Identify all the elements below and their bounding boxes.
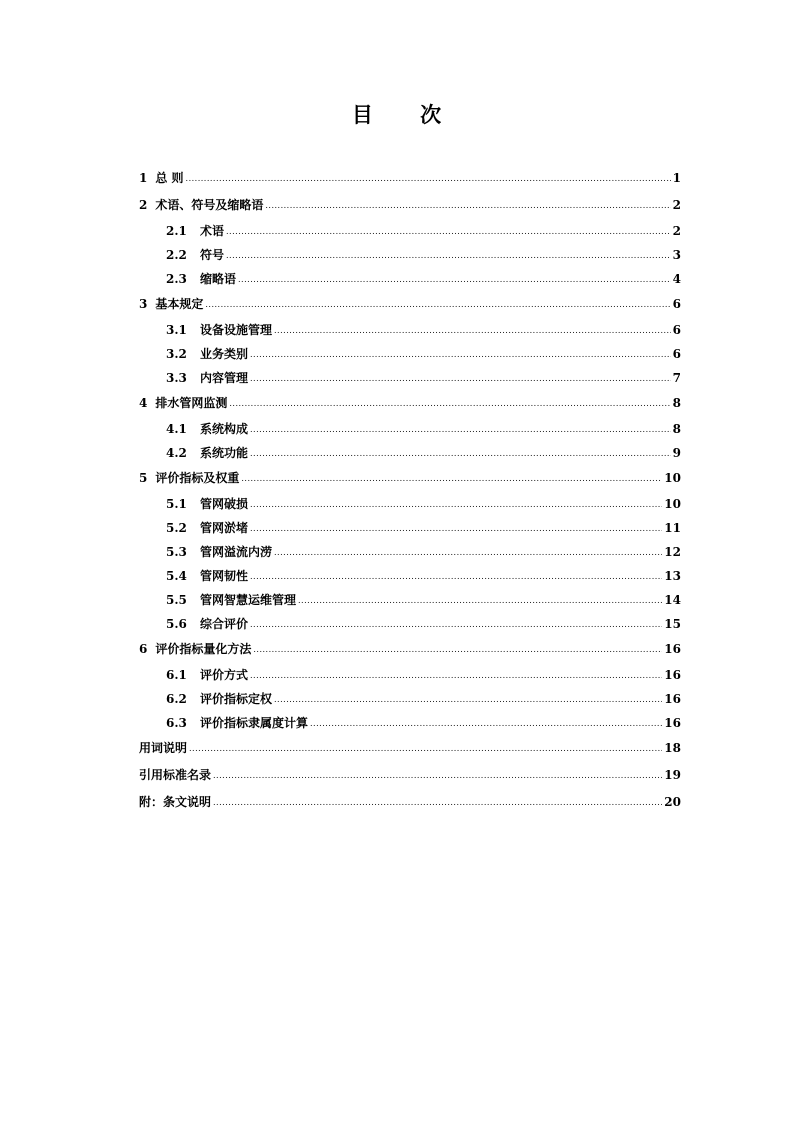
toc-entry-label: 基本规定 (155, 297, 204, 311)
toc-entry-label: 管网淤堵 (200, 521, 249, 535)
toc-entry[interactable] (139, 417, 681, 441)
toc-entry-number: 6.2 (166, 692, 187, 706)
toc-leader-dots (265, 192, 670, 219)
toc-entry-label: 评价指标隶属度计算 (200, 716, 309, 730)
toc-entry-number: 6.1 (166, 668, 187, 682)
toc-leader-dots (250, 343, 671, 367)
toc-entry-number: 2 (139, 198, 148, 212)
toc-entry-page: 1 (672, 171, 681, 185)
toc-entry-label: 管网智慧运维管理 (200, 593, 297, 607)
toc-entry[interactable] (139, 762, 681, 789)
toc-entry-page: 10 (664, 497, 681, 511)
toc-leader-dots (250, 664, 662, 688)
toc-entry-page: 16 (664, 642, 681, 656)
toc-entry-page: 8 (672, 422, 681, 436)
toc-entry[interactable] (139, 588, 681, 612)
toc-leader-dots (250, 493, 662, 517)
toc-entry-page: 18 (664, 741, 681, 755)
toc-leader-dots (238, 268, 671, 292)
toc-leader-dots (250, 367, 671, 391)
toc-entry-page: 16 (664, 668, 681, 682)
page-title: 目 次 (351, 102, 462, 127)
toc-entry[interactable] (139, 243, 681, 267)
toc-leader-dots (205, 291, 670, 318)
table-of-contents (139, 165, 681, 816)
toc-entry-number: 3.3 (166, 371, 187, 385)
toc-entry-number: 4.2 (166, 446, 187, 460)
toc-entry[interactable] (139, 192, 681, 219)
toc-entry-page: 6 (672, 297, 681, 311)
toc-entry-label: 内容管理 (200, 371, 249, 385)
toc-entry-number: 5.3 (166, 545, 187, 559)
toc-entry-label: 管网溢流内涝 (200, 545, 273, 559)
toc-entry[interactable] (139, 612, 681, 636)
toc-leader-dots (310, 712, 662, 736)
toc-entry-label: 评价指标及权重 (155, 471, 240, 485)
toc-entry[interactable] (139, 366, 681, 390)
toc-entry-number: 6 (139, 642, 148, 656)
toc-leader-dots (250, 613, 662, 637)
toc-leader-dots (250, 517, 662, 541)
toc-entry-number: 5.1 (166, 497, 187, 511)
toc-leader-dots (274, 541, 662, 565)
toc-entry[interactable] (139, 441, 681, 465)
toc-entry[interactable] (139, 342, 681, 366)
toc-entry-number: 1 (139, 171, 148, 185)
toc-entry-label: 引用标准名录 (139, 768, 212, 782)
toc-entry-number: 5.4 (166, 569, 187, 583)
toc-entry[interactable] (139, 291, 681, 318)
toc-entry-label: 管网破损 (200, 497, 249, 511)
toc-leader-dots (241, 465, 662, 492)
toc-entry-page: 11 (664, 521, 681, 535)
toc-entry-page: 20 (664, 795, 681, 809)
toc-leader-dots (229, 390, 670, 417)
toc-entry-number: 6.3 (166, 716, 187, 730)
toc-entry-label: 业务类别 (200, 347, 249, 361)
toc-entry-label: 总 则 (155, 171, 184, 185)
toc-entry-label: 用词说明 (139, 741, 188, 755)
toc-entry-label: 系统构成 (200, 422, 249, 436)
toc-entry-number: 5.6 (166, 617, 187, 631)
toc-entry[interactable] (139, 636, 681, 663)
toc-entry-page: 6 (672, 323, 681, 337)
toc-leader-dots (189, 735, 662, 762)
toc-entry[interactable] (139, 735, 681, 762)
toc-entry[interactable] (139, 540, 681, 564)
toc-entry-label: 排水管网监测 (155, 396, 228, 410)
toc-entry[interactable] (139, 789, 681, 816)
toc-entry-number: 4.1 (166, 422, 187, 436)
toc-entry[interactable] (139, 219, 681, 243)
toc-entry[interactable] (139, 492, 681, 516)
toc-entry-number: 2.3 (166, 272, 187, 286)
toc-entry[interactable] (139, 687, 681, 711)
toc-entry-page: 2 (672, 224, 681, 238)
toc-entry-page: 2 (672, 198, 681, 212)
toc-leader-dots (250, 565, 662, 589)
toc-leader-dots (250, 418, 671, 442)
toc-leader-dots (226, 220, 671, 244)
toc-entry[interactable] (139, 267, 681, 291)
toc-entry-page: 4 (672, 272, 681, 286)
toc-entry-label: 评价方式 (200, 668, 249, 682)
toc-entry-number: 3.2 (166, 347, 187, 361)
toc-leader-dots (298, 589, 662, 613)
toc-entry[interactable] (139, 663, 681, 687)
toc-entry[interactable] (139, 165, 681, 192)
toc-entry-label: 符号 (200, 248, 225, 262)
toc-entry-number: 5.5 (166, 593, 187, 607)
toc-entry-number: 3.1 (166, 323, 187, 337)
toc-leader-dots (250, 442, 671, 466)
toc-entry-number: 5 (139, 471, 148, 485)
toc-entry[interactable] (139, 564, 681, 588)
toc-entry[interactable] (139, 390, 681, 417)
toc-entry-number: 2.2 (166, 248, 187, 262)
toc-entry-label: 系统功能 (200, 446, 249, 460)
toc-entry-page: 6 (672, 347, 681, 361)
toc-entry-label: 管网韧性 (200, 569, 249, 583)
toc-entry-page: 8 (672, 396, 681, 410)
toc-entry-page: 9 (672, 446, 681, 460)
toc-leader-dots (274, 319, 671, 343)
toc-entry[interactable] (139, 516, 681, 540)
toc-entry-page: 7 (672, 371, 681, 385)
toc-entry-label: 综合评价 (200, 617, 249, 631)
toc-entry-number: 4 (139, 396, 148, 410)
toc-entry-page: 13 (664, 569, 681, 583)
toc-entry-number: 5.2 (166, 521, 187, 535)
toc-entry-page: 16 (664, 692, 681, 706)
toc-leader-dots (186, 165, 671, 192)
toc-leader-dots (253, 636, 662, 663)
toc-entry-label: 缩略语 (200, 272, 237, 286)
toc-entry-page: 3 (672, 248, 681, 262)
toc-leader-dots (213, 789, 662, 816)
toc-leader-dots (226, 244, 671, 268)
toc-entry-page: 12 (664, 545, 681, 559)
toc-entry-label: 术语、符号及缩略语 (155, 198, 264, 212)
toc-entry-page: 16 (664, 716, 681, 730)
toc-entry-label: 附：条文说明 (139, 795, 212, 809)
toc-entry-label: 评价指标定权 (200, 692, 273, 706)
toc-entry-page: 19 (664, 768, 681, 782)
toc-entry-label: 评价指标量化方法 (155, 642, 252, 656)
toc-entry-label: 设备设施管理 (200, 323, 273, 337)
toc-entry-page: 15 (664, 617, 681, 631)
toc-entry[interactable] (139, 465, 681, 492)
toc-entry-label: 术语 (200, 224, 225, 238)
toc-entry-number: 2.1 (166, 224, 187, 238)
toc-entry-page: 10 (664, 471, 681, 485)
toc-entry[interactable] (139, 711, 681, 735)
toc-leader-dots (274, 688, 662, 712)
toc-entry-number: 3 (139, 297, 148, 311)
toc-entry-page: 14 (664, 593, 681, 607)
toc-entry[interactable] (139, 318, 681, 342)
toc-leader-dots (213, 762, 662, 789)
